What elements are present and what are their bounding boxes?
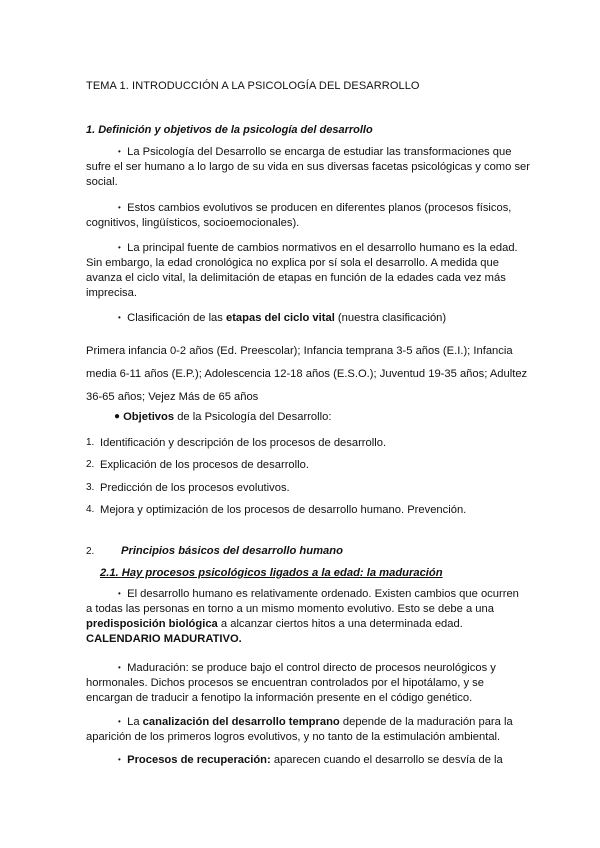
bullet-icon: • — [118, 203, 121, 212]
paragraph-recuperacion: • Procesos de recuperación: aparecen cuando el desarrollo se desvía de la — [118, 754, 503, 766]
list-item: 1. Identificación y descripción de los procesos de desarrollo. — [86, 437, 387, 449]
bullet-icon: • — [118, 313, 121, 322]
life-stages-paragraph: Primera infancia 0-2 años (Ed. Preescolar); Infancia temprana 3-5 años (E.I.); Infancia media 6-11 años (E.P.); Adolescencia 12-18 años (E.S.O.); Juventud 19-35 años; Adultez 36-65 años; Vejez Más de 65 años — [86, 345, 528, 403]
bullet-icon: • — [118, 663, 121, 672]
bullet-planes: • Estos cambios evolutivos se producen en diferentes planos (procesos físicos, cognitivos, lingüísticos, socioemocionales). — [86, 202, 512, 229]
list-item: 3. Predicción de los procesos evolutivos. — [86, 481, 290, 494]
bullet-icon: ● — [114, 411, 121, 422]
list-item: 2. Explicación de los procesos de desarrollo. — [86, 459, 309, 472]
section-1-heading: 1. Definición y objetivos de la psicología del desarrollo — [86, 124, 373, 136]
bullet-icon: • — [118, 147, 121, 156]
paragraph-canalizacion: • La canalización del desarrollo temprano depende de la maduración para la aparición de los primeros logros evolutivos, y no tanto de la estimulación ambiental. — [86, 716, 513, 743]
bullet-icon: • — [118, 755, 121, 764]
paragraph-maduracion: • Maduración: se produce bajo el control directo de procesos neurológicos y hormonales. Dichos procesos se encuentran controlados por el hipotálamo, y se encargan de traducir a fenotipo la información presente en el código genético. — [86, 662, 496, 704]
bullet-definition: • La Psicología del Desarrollo se encarga de estudiar las transformaciones que sufre el ser humano a lo largo de su vida en sus diversas facetas psicológicas y como ser social. — [86, 146, 530, 188]
bullet-stages-classification: • Clasificación de las etapas del ciclo vital (nuestra clasificación) — [118, 312, 447, 324]
document-title: TEMA 1. INTRODUCCIÓN A LA PSICOLOGÍA DEL DESARROLLO — [86, 80, 420, 92]
bullet-icon: • — [118, 589, 121, 598]
objectives-list — [0, 432, 600, 521]
bullet-age: • La principal fuente de cambios normativos en el desarrollo humano es la edad. Sin embargo, la edad cronológica no explica por sí sola el desarrollo. A medida que avanza el ciclo vital, la delimitación de etapas en función de la edades cada vez más imprecisa. — [86, 242, 518, 299]
paragraph-ordered-development: • El desarrollo humano es relativamente ordenado. Existen cambios que ocurren a todas las personas en torno a un mismo momento evolutivo. Esto se debe a una predisposición biológica a alcanzar ciertos hitos a una determinada edad. CALENDARIO MADURATIVO. — [86, 588, 519, 645]
list-item: 4. Mejora y optimización de los procesos de desarrollo humano. Prevención. — [86, 503, 467, 516]
bullet-objectives: ● Objetivos de la Psicología del Desarrollo: — [114, 411, 332, 423]
document-page: TEMA 1. INTRODUCCIÓN A LA PSICOLOGÍA DEL DESARROLLO 1. Definición y objetivos de la psicología del desarrollo • La Psicología del Desarrollo se encarga de estudiar las transformaciones que sufre el ser humano a lo largo de su vida en sus diversas facetas psicológicas y como ser social. • Estos cambios evolutivos se producen en diferentes planos (procesos físicos, cognitivos, lingüísticos, socioemocionales). • La principal fuente de cambios normativos en el desarrollo humano es la edad. Sin embargo, la edad cronológica no explica por sí sola el desarrollo. A medida que avanza el ciclo vital, la delimitación de etapas en función de la edades cada vez más imprecisa. • Clasificación de las etapas del ciclo vital (nuestra clasificación) Primera infancia 0-2 años (Ed. Preescolar); Infancia temprana 3-5 años (E.I.); Infancia media 6-11 años (E.P.); Adolescencia 12-18 años (E.S.O.); Juventud 19-35 años; Adultez 36-65 años; Vejez Más de 65 años ● Objetivos de la Psicología del Desarrollo: 1. Identificación y descripción de los procesos de desarrollo. 2. Explicación de los procesos de desarrollo. 3. Predicción de los procesos evolutivos. 4. Mejora y optimización de los procesos de desarrollo humano. Prevención. 2. Principios básicos del desarrollo humano 2.1. Hay procesos psicológicos ligados a la edad: la maduración • El desarrollo humano es relativamente ordenado. Existen cambios que ocurren a todas las personas en torno a un mismo momento evolutivo. Esto se debe a una predisposición biológica a alcanzar ciertos hitos a una determinada edad. CALENDARIO MADURATIVO. • Maduración: se produce bajo el control directo de procesos neurológicos y hormonales. Dichos procesos se encuentran controlados por el hipotálamo, y se encargan de traducir a fenotipo la información presente en el código genético. • La canalización del desarrollo temprano depende de la maduración para la aparición de los primeros logros evolutivos, y no tanto de la estimulación ambiental. • Procesos de recuperación: aparecen cuando el desarrollo se desvía de la — [0, 0, 600, 848]
bullet-icon: • — [118, 243, 121, 252]
bullet-icon: • — [118, 717, 121, 726]
